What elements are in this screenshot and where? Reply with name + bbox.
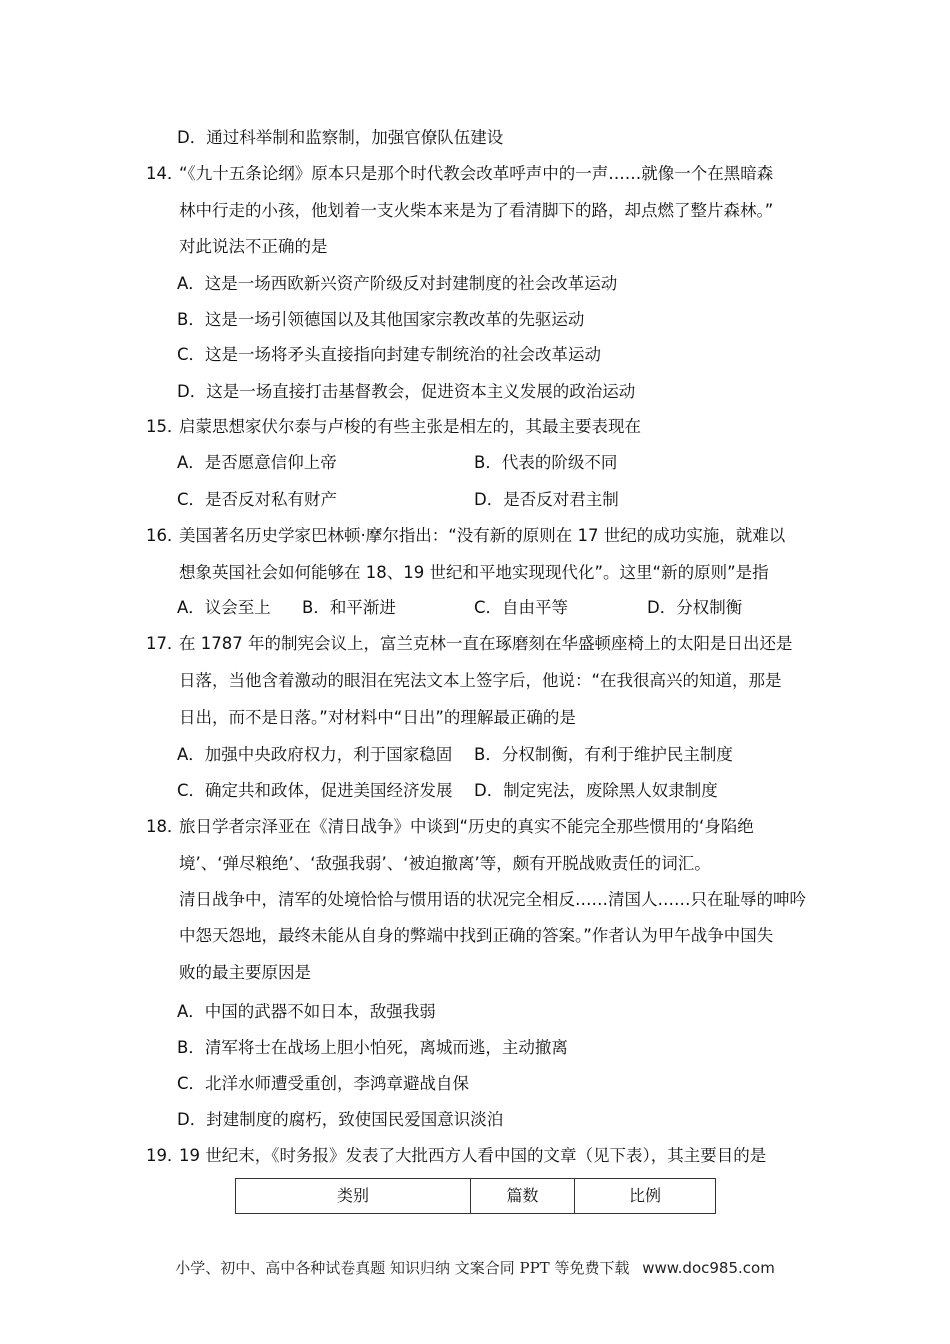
question-18-stem-line-1: 旅日学者宗泽亚在《清日战争》中谈到“历史的真实不能完全那些惯用的‘身陷绝 [179,817,754,836]
question-15-option-b: B．代表的阶级不同 [474,453,618,472]
question-16-option-d: D．分权制衡 [647,598,743,617]
question-15-number: 15． [146,417,184,436]
question-14-option-d: D．这是一场直接打击基督教会，促进资本主义发展的政治运动 [177,382,636,401]
question-19-number: 19． [146,1146,184,1165]
question-17-stem-line-1: 在 1787 年的制宪会议上，富兰克林一直在琢磨刻在华盛顿座椅上的太阳是日出还是 [179,634,793,653]
question-17-number: 17． [146,634,184,653]
question-16-option-a: A．议会至上 [177,598,271,617]
question-16-option-b: B．和平渐进 [302,598,396,617]
footer-url: www.doc985.com [642,1259,775,1277]
question-16-stem-line-1: 美国著名历史学家巴林顿·摩尔指出：“没有新的原则在 17 世纪的成功实施，就难以 [179,526,786,545]
question-18-option-d: D．封建制度的腐朽，致使国民爱国意识淡泊 [177,1110,504,1129]
question-18-number: 18． [146,817,184,836]
question-17-option-d: D．制定宪法，废除黑人奴隶制度 [474,781,718,800]
question-18-option-c: C．北洋水师遭受重创，李鸿章避战自保 [177,1074,470,1093]
q13-option-d: D．通过科举制和监察制，加强官僚队伍建设 [177,128,504,147]
question-16-option-c: C．自由平等 [474,598,569,617]
question-18-option-b: B．清军将士在战场上胆小怕死，离城而逃，主动撤离 [177,1038,568,1057]
table-header-ratio: 比例 [575,1179,716,1214]
question-17-option-c: C．确定共和政体，促进美国经济发展 [177,781,453,800]
question-18-option-a: A．中国的武器不如日本，敌强我弱 [177,1002,436,1021]
question-17-stem-line-3: 日出，而不是日落。”对材料中“日出”的理解最正确的是 [179,708,576,727]
question-19-stem: 19 世纪末，《时务报》发表了大批西方人看中国的文章（见下表），其主要目的是 [179,1146,767,1165]
question-14-option-a: A．这是一场西欧新兴资产阶级反对封建制度的社会改革运动 [177,274,618,293]
question-14-stem-line-1: “《九十五条论纲》原本只是那个时代教会改革呼声中的一声……就像一个在黑暗森 [179,164,774,183]
table-header-category: 类别 [236,1179,471,1214]
question-15-option-c: C．是否反对私有财产 [177,490,338,509]
table-header-row [236,1179,716,1214]
question-19-table [235,1178,716,1214]
question-14-stem-line-3: 对此说法不正确的是 [179,237,328,256]
question-16-number: 16． [146,526,184,545]
question-17-option-b: B．分权制衡，有利于维护民主制度 [474,745,733,764]
question-16-stem-line-2: 想象英国社会如何能够在 18、19 世纪和平地实现现代化”。这里“新的原则”是指 [179,563,769,582]
question-18-stem-line-5: 败的最主要原因是 [179,963,311,982]
question-14-number: 14． [146,164,184,183]
question-14-option-c: C．这是一场将矛头直接指向封建专制统治的社会改革运动 [177,345,602,364]
question-15-option-a: A．是否愿意信仰上帝 [177,453,337,472]
question-17-stem-line-2: 日落，当他含着激动的眼泪在宪法文本上签字后，他说：“在我很高兴的知道，那是 [179,671,782,690]
footer-text: 小学、初中、高中各种试卷真题 知识归纳 文案合同 PPT 等免费下载 [175,1259,630,1277]
question-18-stem-line-2: 境’、‘弹尽粮绝’、‘敌强我弱’、‘被迫撤离’等，颇有开脱战败责任的词汇。 [179,854,711,873]
question-18-stem-line-4: 中怨天怨地，最终未能从自身的弊端中找到正确的答案。”作者认为甲午战争中国失 [179,926,774,945]
question-15-option-d: D．是否反对君主制 [474,490,619,509]
page-footer [0,1257,950,1278]
table-header-count: 篇数 [471,1179,575,1214]
question-14-option-b: B．这是一场引领德国以及其他国家宗教改革的先驱运动 [177,310,585,329]
question-18-stem-line-3: 清日战争中，清军的处境恰恰与惯用语的状况完全相反……清国人……只在耻辱的呻吟 [179,890,806,909]
question-14-stem-line-2: 林中行走的小孩，他划着一支火柴本来是为了看清脚下的路，却点燃了整片森林。” [179,201,774,220]
question-15-stem: 启蒙思想家伏尔泰与卢梭的有些主张是相左的，其最主要表现在 [179,417,641,436]
question-17-option-a: A．加强中央政府权力，利于国家稳固 [177,745,453,764]
